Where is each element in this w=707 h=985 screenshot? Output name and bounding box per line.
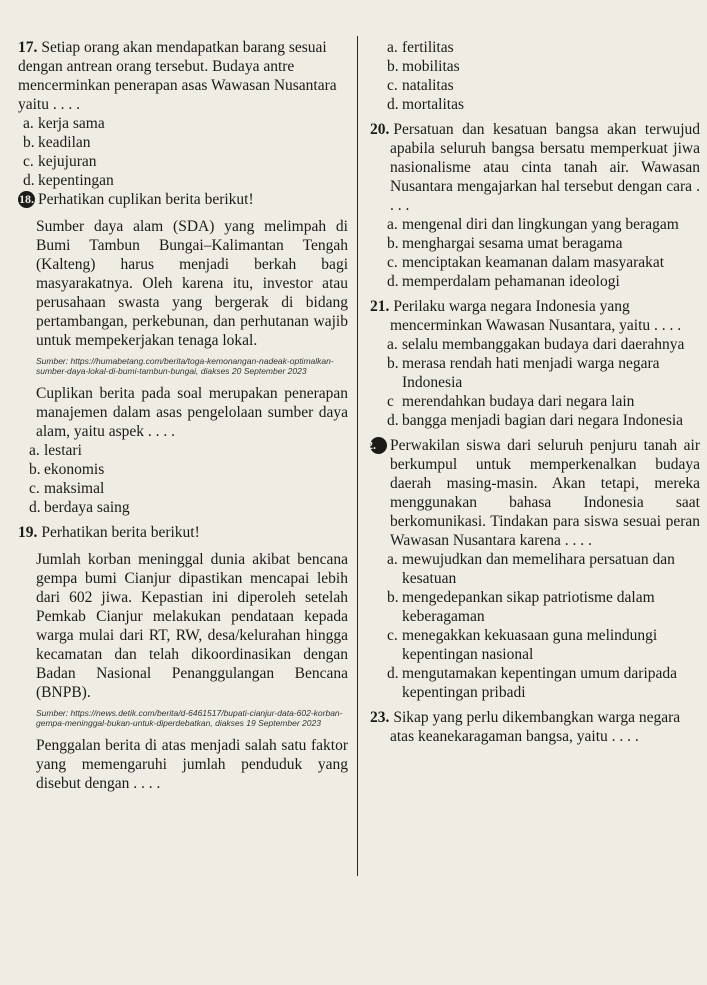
option-a[interactable]: a. mewujudkan dan memelihara persatuan dan kesatuan	[387, 551, 675, 587]
option-c[interactable]: c. kejujuran	[23, 153, 97, 170]
column-divider	[357, 36, 358, 876]
question-text: Perwakilan siswa dari seluruh penjuru tanah air berkumpul untuk memperkenalkan budaya daerah masing-masin. Akan tetapi, mereka menggunakan bahasa Indonesia saat berkomunikasi. Tindakan para siswa sesuai peran Wawasan Nusantara karena . . . .	[390, 437, 700, 549]
option-c[interactable]: c. menciptakan keamanan dalam masyarakat	[387, 254, 665, 271]
right-column	[361, 38, 700, 746]
option-b[interactable]: b. mengedepankan sikap patriotisme dalam keberagaman	[387, 589, 655, 625]
option-c[interactable]: c. menegakkan kekuasaan guna melindungi kepentingan nasional	[387, 627, 658, 663]
option-d[interactable]: d. kepentingan	[23, 172, 114, 189]
options-22	[370, 550, 700, 702]
question-20	[370, 120, 700, 215]
left-column	[18, 38, 348, 793]
option-a[interactable]: a. kerja sama	[23, 115, 105, 132]
option-c[interactable]: c. maksimal	[29, 480, 105, 497]
news-source-19: Sumber: https://news.detik.com/berita/d-6461517/bupati-cianjur-data-602-korban-gempa-meninggal-bukan-untuk-diperdebatkan, diakses 19 September 2023	[36, 708, 343, 728]
question-number: 23.	[370, 709, 390, 726]
question-18-text: Cuplikan berita pada soal merupakan penerapan manajemen dalam asas pengelolaan sumber daya alam, yaitu aspek . . . .	[36, 385, 348, 440]
question-number: 19.	[18, 524, 38, 541]
news-excerpt-19: Jumlah korban meninggal dunia akibat bencana gempa bumi Cianjur dipastikan mencapai lebih dari 602 jiwa. Kepastian ini diperoleh setelah Pemkab Cianjur melakukan pendataan kepada warga mulai dari RT, RW, desa/kelurahan hingga kecamatan dan telah dikoordinasikan dengan Badan Nasional Penanggulangan Bencana (BNPB).	[36, 551, 348, 701]
question-number: 17.	[18, 39, 38, 56]
option-a[interactable]: a. lestari	[29, 442, 82, 459]
question-22	[361, 436, 700, 550]
question-17	[18, 38, 348, 114]
question-text: Setiap orang akan mendapatkan barang sesuai dengan antrean orang tersebut. Budaya antre mencerminkan penerapan asas Wawasan Nusantara yaitu . . . .	[18, 39, 337, 113]
question-text: Persatuan dan kesatuan bangsa akan terwujud apabila seluruh bangsa bersatu memperkuat jiwa nasionalisme atau cinta tanah air. Wawasan Nusantara mengajarkan hal tersebut dengan cara . . . .	[390, 121, 700, 214]
question-19-intro: 19. Perhatikan berita berikut!	[18, 524, 200, 541]
option-a[interactable]: a. mengenal diri dan lingkungan yang beragam	[387, 216, 679, 233]
question-23	[370, 708, 700, 746]
option-d[interactable]: d. bangga menjadi bagian dari negara Indonesia	[387, 412, 684, 429]
option-b[interactable]: b. menghargai sesama umat beragama	[387, 235, 623, 252]
option-b[interactable]: b. ekonomis	[29, 461, 105, 478]
news-excerpt-18: Sumber daya alam (SDA) yang melimpah di Bumi Tambun Bungai–Kalimantan Tengah (Kalteng) harus menjadi berkah bagi masyarakatnya. Oleh karena itu, investor atau perusahaan swasta yang bergerak di bidang pertambangan, perkebunan, dan perhutanan wajib untuk mempekerjakan tenaga lokal.	[36, 218, 348, 349]
option-b[interactable]: b. merasa rendah hati menjadi warga negara Indonesia	[387, 355, 660, 391]
question-number-badge: 22.	[370, 437, 387, 454]
option-b[interactable]: b. mobilitas	[387, 58, 460, 75]
option-d[interactable]: d. mortalitas	[387, 96, 464, 113]
question-number: 21.	[370, 298, 390, 315]
question-19-text: Penggalan berita di atas menjadi salah satu faktor yang memengaruhi jumlah penduduk yang disebut dengan . . . .	[36, 737, 348, 792]
option-a[interactable]: a. selalu membanggakan budaya dari daerahnya	[387, 336, 685, 353]
option-a[interactable]: a. fertilitas	[387, 39, 454, 56]
question-21	[370, 297, 700, 335]
option-d[interactable]: d. mengutamakan kepentingan umum daripada kepentingan pribadi	[387, 665, 678, 701]
question-18-intro: 18. Perhatikan cuplikan berita berikut!	[19, 191, 254, 208]
news-source-18: Sumber: https://humabetang.com/berita/toga-kemonangan-nadeak-optimalkan-sumber-daya-lokal-di-bumi-tambun-bungai, diakses 20 September 2023	[36, 356, 334, 376]
options-20	[370, 215, 700, 291]
question-number-badge: 18.	[19, 192, 34, 206]
option-b[interactable]: b. keadilan	[23, 134, 91, 151]
option-c[interactable]: c merendahkan budaya dari negara lain	[387, 393, 635, 410]
option-d[interactable]: d. memperdalam pehamanan ideologi	[387, 273, 620, 290]
question-number: 20.	[370, 121, 390, 138]
options-17	[18, 114, 348, 190]
question-text: Perilaku warga negara Indonesia yang mencerminkan Wawasan Nusantara, yaitu . . . .	[390, 298, 682, 334]
option-c[interactable]: c. natalitas	[387, 77, 454, 94]
question-text: Sikap yang perlu dikembangkan warga negara atas keanekaragaman bangsa, yaitu . . . .	[390, 709, 681, 745]
options-18	[18, 441, 348, 517]
options-21	[370, 335, 700, 430]
options-19	[370, 38, 700, 114]
option-d[interactable]: d. berdaya saing	[29, 499, 130, 516]
